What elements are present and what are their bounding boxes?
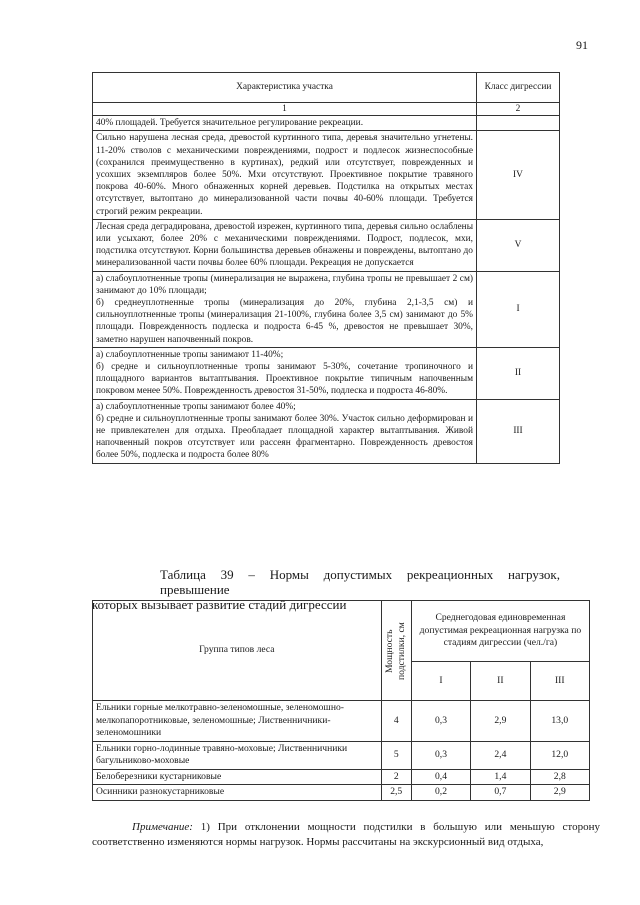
litter-thickness: 4: [381, 701, 411, 742]
load-stage-3: 13,0: [530, 701, 589, 742]
row-description: 40% площадей. Требуется значительное регулирование рекреации.: [93, 116, 477, 131]
stage-header: III: [530, 662, 589, 701]
load-stage-2: 1,4: [471, 769, 530, 785]
column-numbers-row: [93, 103, 560, 116]
table-header-row: [93, 73, 560, 103]
table-row: [93, 399, 560, 463]
table-row: [93, 271, 560, 347]
load-stage-2: 0,7: [471, 785, 530, 801]
row-class: II: [477, 347, 560, 399]
forest-group: Белоберезники кустарниковые: [93, 769, 382, 785]
load-stage-1: 0,3: [411, 701, 470, 742]
header-characteristic: Характеристика участка: [93, 73, 477, 103]
forest-group: Ельники горные мелкотравно-зеленомошные, зеленомошно-мелкопапоротниковые, зеленомошные; Лиственничники-зеленомошники: [93, 701, 382, 742]
load-stage-3: 12,0: [530, 741, 589, 769]
header-load: Среднегодовая единовременная допустимая рекреационная нагрузка по стадиям дигрессии (чел./га): [411, 601, 589, 662]
stage-header: I: [411, 662, 470, 701]
column-number-2: 2: [477, 103, 560, 116]
table-row: [93, 769, 590, 785]
caption-line-1: Таблица 39 – Нормы допустимых рекреационных нагрузок, превышение: [160, 567, 560, 597]
row-description: Сильно нарушена лесная среда, древостой куртинного типа, деревья значительно угнетены. 11-20% стволов с механическими повреждениями, подрост и подлесок жизнеспособные (сохранился преимущественно в куртинах), редкий или отсутствует, поврежденных и усохших экземпляров более 50%. Мхи отсутствуют. Проективное покрытие травяного покрова 40-60%. Много обнаженных корней деревьев. Подстилка на открытых местах отсутствует, вытоптано до минерализованной части почвы 40-60% площади. Требуется строгий режим рекреации.: [93, 131, 477, 219]
row-description: а) слабоуплотненные тропы занимают 11-40%; б) средне и сильноуплотненные тропы занимают 5-30%, сочетание тропиночного и площадного вариантов вытаптывания. Проективное покрытие типичным напочвенным покровом менее 50%. Поврежденность древостоя 31-50%, подлеска и подроста 46-80%.: [93, 347, 477, 399]
load-stage-3: 2,9: [530, 785, 589, 801]
header-group: Группа типов леса: [93, 601, 382, 701]
site-characteristics-table: [92, 72, 560, 464]
table-row: [93, 741, 590, 769]
table-header-row: [93, 601, 590, 662]
note-text: 1) При отклонении мощности подстилки в большую или меньшую сторону соответственно изменяются нормы нагрузок. Нормы рассчитаны на экскурсионный вид отдыха,: [92, 821, 600, 848]
row-description: Лесная среда деградирована, древостой изрежен, куртинного типа, деревья сильно ослаблены или усыхают, более 20% с механическими повреждениями. Подрост, подлесок, мхи, подстилка отсутствуют. Корни большинства деревьев обнажены и повреждены, вытоптано до минерализованной части почвы более 60% площади. Рекреация не допускается: [93, 219, 477, 271]
row-description: а) слабоуплотненные тропы (минерализация не выражена, глубина тропы не превышает 2 см) занимают до 10% площади; б) среднеуплотненные тропы (минерализация до 20%, глубина 2,1-3,5 см) и сильноуплотненные тропы (минерализация 21-100%, глубина более 3,5 см) занимают до 5% площади. Поврежденность подлеска и подроста 6-45 %, древостоя не превышает 30%, заметно нарушен напочвенный покров.: [93, 271, 477, 347]
litter-thickness: 5: [381, 741, 411, 769]
row-class: IV: [477, 131, 560, 219]
page-number: 91: [576, 38, 588, 52]
row-description: а) слабоуплотненные тропы занимают более 40%; б) средне и сильноуплотненные тропы занимают более 30%. Участок сильно деформирован и не привлекателен для отдыха. Преобладает площадной характер вытаптывания. Живой напочвенный покров отсутствует или рассеян фрагментарно. Поврежденность древостоя более 50%, подлеска и подроста более 80%: [93, 399, 477, 463]
load-stage-3: 2,8: [530, 769, 589, 785]
table-row: [93, 131, 560, 219]
load-stage-2: 2,4: [471, 741, 530, 769]
column-number-1: 1: [93, 103, 477, 116]
table-note: [92, 820, 600, 850]
load-stage-1: 0,4: [411, 769, 470, 785]
header-class: Класс дигрессии: [477, 73, 560, 103]
stage-header: II: [471, 662, 530, 701]
recreational-load-table: [92, 600, 590, 801]
table-row: [93, 219, 560, 271]
litter-thickness: 2,5: [381, 785, 411, 801]
forest-group: Ельники горно-лодинные травяно-моховые; Лиственничники багульниково-моховые: [93, 741, 382, 769]
load-stage-2: 2,9: [471, 701, 530, 742]
header-thickness: Мощность подстилки, см: [384, 621, 408, 680]
table-row: [93, 701, 590, 742]
header-thickness-cell: [381, 601, 411, 701]
table-row: [93, 785, 590, 801]
litter-thickness: 2: [381, 769, 411, 785]
forest-group: Осинники разнокустарниковые: [93, 785, 382, 801]
row-class: I: [477, 271, 560, 347]
row-class: [477, 116, 560, 131]
load-stage-1: 0,2: [411, 785, 470, 801]
table-row: [93, 347, 560, 399]
row-class: III: [477, 399, 560, 463]
caption-line-2: которых вызывает развитие стадий дигрессии: [92, 597, 347, 612]
load-stage-1: 0,3: [411, 741, 470, 769]
table-row: [93, 116, 560, 131]
row-class: V: [477, 219, 560, 271]
note-label: Примечание:: [132, 821, 193, 833]
